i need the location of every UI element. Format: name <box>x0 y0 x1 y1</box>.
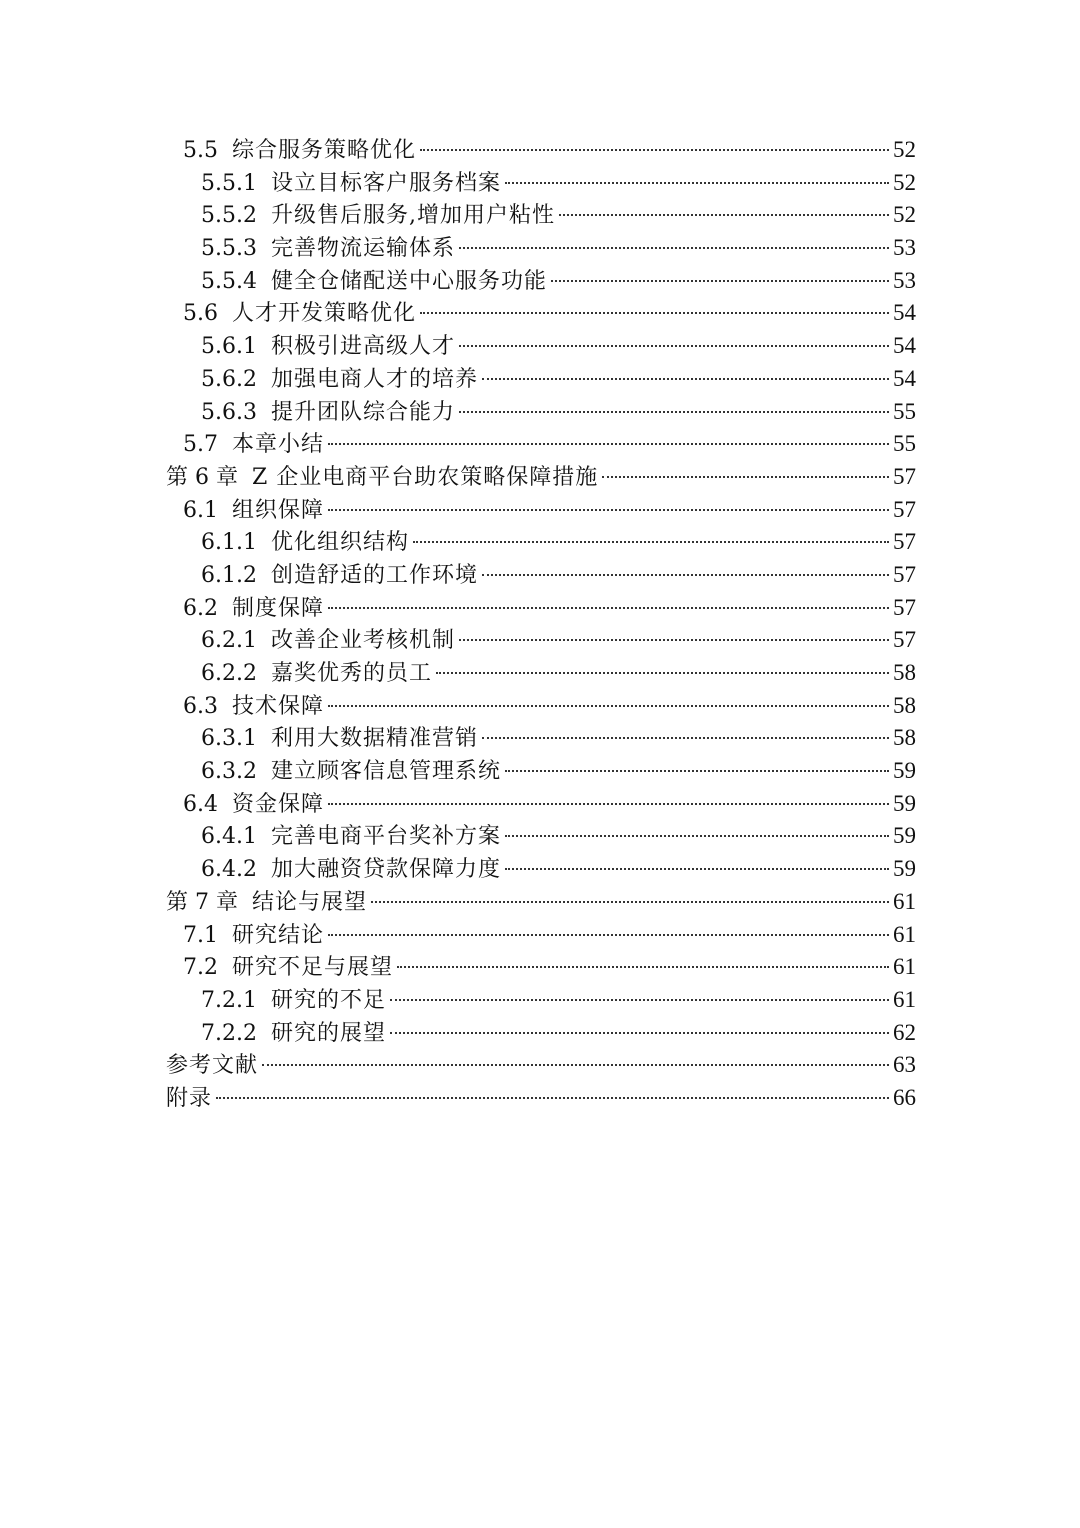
toc-entry-title: 制度保障 <box>232 595 325 621</box>
toc-entry-title: 技术保障 <box>232 693 325 719</box>
toc-entry-page-number: 54 <box>893 333 916 359</box>
toc-entry-number: 7.2.2 <box>201 1020 257 1046</box>
toc-entry-number: 7.2 <box>183 955 218 981</box>
toc-entry-page-number: 66 <box>893 1084 916 1110</box>
toc-entry[interactable] <box>166 853 916 886</box>
dot-leader <box>390 999 889 1001</box>
toc-entry-title: 建立顾客信息管理系统 <box>270 759 501 785</box>
toc-entry-title: 嘉奖优秀的员工 <box>270 661 432 686</box>
dot-leader <box>420 312 889 314</box>
toc-entry-title: 研究的不足 <box>270 987 386 1013</box>
toc-entry-title: 人才开发策略优化 <box>232 301 417 327</box>
toc-entry[interactable] <box>166 134 916 167</box>
toc-entry-page-number: 52 <box>893 169 916 195</box>
toc-entry-title: 积极引进高级人才 <box>270 334 455 360</box>
toc-entry-page-number: 59 <box>893 790 916 816</box>
toc-entry-page-number: 57 <box>893 463 916 489</box>
toc-entry-page-number: 55 <box>893 398 916 424</box>
toc-entry-title: 附录 <box>166 1085 213 1111</box>
toc-entry-title: 完善物流运输体系 <box>270 236 455 262</box>
toc-entry[interactable] <box>166 755 916 788</box>
toc-entry[interactable] <box>166 428 916 461</box>
dot-leader <box>262 1064 889 1066</box>
toc-entry-title: 升级售后服务,增加用户粘性 <box>270 203 555 229</box>
toc-entry-page-number: 52 <box>893 202 916 228</box>
dot-leader <box>328 443 889 445</box>
table-of-contents <box>166 134 916 1115</box>
dot-leader <box>559 214 889 216</box>
dot-leader <box>459 639 889 641</box>
toc-entry-page-number: 59 <box>893 758 916 784</box>
toc-entry-number: 6.1.2 <box>201 562 257 588</box>
toc-entry-number: 5.6.2 <box>201 366 257 392</box>
toc-entry[interactable] <box>166 330 916 363</box>
toc-entry-number: 6.3 <box>183 693 218 719</box>
dot-leader <box>505 182 889 184</box>
toc-entry-number: 5.5.2 <box>201 203 257 229</box>
toc-entry-title: 研究结论 <box>232 922 325 948</box>
toc-entry-page-number: 62 <box>893 1019 916 1045</box>
toc-entry-title: 改善企业考核机制 <box>270 628 455 654</box>
toc-entry[interactable] <box>166 624 916 657</box>
toc-entry[interactable] <box>166 951 916 984</box>
toc-entry-number: 6.1.1 <box>201 530 257 556</box>
toc-entry-title: 优化组织结构 <box>270 530 409 556</box>
toc-entry[interactable] <box>166 1017 916 1050</box>
toc-entry[interactable] <box>166 1049 916 1082</box>
dot-leader <box>459 411 889 413</box>
toc-entry-page-number: 57 <box>893 561 916 587</box>
toc-entry[interactable] <box>166 559 916 592</box>
toc-entry-title: 健全仓储配送中心服务功能 <box>270 268 547 294</box>
toc-entry-page-number: 61 <box>893 888 916 914</box>
toc-entry-page-number: 57 <box>893 529 916 555</box>
dot-leader <box>413 541 889 543</box>
toc-entry-page-number: 54 <box>893 365 916 391</box>
toc-entry-page-number: 57 <box>893 496 916 522</box>
dot-leader <box>505 868 889 870</box>
toc-entry[interactable] <box>166 265 916 298</box>
dot-leader <box>328 509 889 511</box>
dot-leader <box>436 672 889 674</box>
dot-leader <box>397 966 889 968</box>
toc-entry[interactable] <box>166 396 916 429</box>
toc-entry[interactable] <box>166 363 916 396</box>
toc-entry-number: 5.7 <box>183 432 218 458</box>
toc-entry-number: 5.5 <box>183 138 218 163</box>
toc-entry-page-number: 58 <box>893 660 916 685</box>
toc-entry-page-number: 57 <box>893 594 916 620</box>
toc-entry-number: 6.2 <box>183 595 218 621</box>
toc-entry-title: 提升团队综合能力 <box>270 399 455 425</box>
toc-entry-page-number: 59 <box>893 823 916 849</box>
toc-entry-page-number: 54 <box>893 300 916 326</box>
dot-leader <box>216 1097 889 1099</box>
toc-entry-page-number: 58 <box>893 725 916 751</box>
toc-entry[interactable] <box>166 690 916 723</box>
toc-entry-page-number: 53 <box>893 267 916 293</box>
toc-entry-title: 加大融资贷款保障力度 <box>270 857 501 883</box>
toc-entry-title: 加强电商人才的培养 <box>270 366 478 392</box>
toc-entry-page-number: 63 <box>893 1052 916 1078</box>
toc-entry-number: 5.6 <box>183 301 218 327</box>
toc-entry-title: 参考文献 <box>166 1053 259 1079</box>
toc-entry-number: 5.5.3 <box>201 236 257 262</box>
toc-entry[interactable] <box>166 199 916 232</box>
toc-entry-page-number: 61 <box>893 986 916 1012</box>
toc-entry-title: 研究不足与展望 <box>232 955 394 981</box>
toc-entry-page-number: 61 <box>893 954 916 980</box>
toc-entry[interactable] <box>166 232 916 265</box>
toc-entry-number: 7.1 <box>183 922 218 948</box>
dot-leader <box>371 901 889 903</box>
toc-entry[interactable] <box>166 167 916 200</box>
toc-entry-page-number: 59 <box>893 856 916 882</box>
toc-entry[interactable] <box>166 886 916 919</box>
dot-leader <box>420 149 889 151</box>
toc-entry[interactable] <box>166 526 916 559</box>
dot-leader <box>505 770 889 772</box>
dot-leader <box>328 607 889 609</box>
toc-entry-number: 5.6.1 <box>201 334 257 360</box>
toc-entry-number: 7.2.1 <box>201 987 257 1013</box>
dot-leader <box>482 574 889 576</box>
dot-leader <box>328 705 889 707</box>
toc-entry-number: 第 6 章 <box>166 464 238 490</box>
toc-entry-number: 5.6.3 <box>201 399 257 425</box>
toc-entry[interactable] <box>166 657 916 690</box>
toc-entry-number: 第 7 章 <box>166 889 238 915</box>
toc-entry-title: 综合服务策略优化 <box>232 138 417 163</box>
toc-entry[interactable] <box>166 984 916 1017</box>
toc-entry-title: 设立目标客户服务档案 <box>270 170 501 196</box>
toc-entry-number: 6.2.1 <box>201 628 257 654</box>
toc-entry-title: 创造舒适的工作环境 <box>270 562 478 588</box>
toc-entry[interactable] <box>166 461 916 494</box>
dot-leader <box>482 378 889 380</box>
toc-entry[interactable] <box>166 297 916 330</box>
toc-entry-number: 6.3.2 <box>201 759 257 785</box>
toc-entry-title: 组织保障 <box>232 497 325 523</box>
toc-entry[interactable] <box>166 820 916 853</box>
toc-entry-title: 资金保障 <box>232 791 325 817</box>
toc-entry-page-number: 52 <box>893 137 916 162</box>
dot-leader <box>328 934 889 936</box>
toc-entry-number: 5.5.1 <box>201 170 257 196</box>
toc-entry-title: 完善电商平台奖补方案 <box>270 824 501 850</box>
toc-entry-number: 6.4.2 <box>201 857 257 883</box>
toc-entry[interactable] <box>166 788 916 821</box>
dot-leader <box>482 737 889 739</box>
dot-leader <box>390 1032 889 1034</box>
toc-entry-number: 6.4 <box>183 791 218 817</box>
dot-leader <box>505 835 889 837</box>
toc-entry[interactable] <box>166 494 916 527</box>
toc-entry-page-number: 55 <box>893 431 916 457</box>
dot-leader <box>551 280 889 282</box>
toc-entry[interactable] <box>166 919 916 952</box>
toc-entry-number: 5.5.4 <box>201 268 257 294</box>
toc-entry-number: 6.4.1 <box>201 824 257 850</box>
toc-entry-number: 6.1 <box>183 497 218 523</box>
dot-leader <box>328 803 889 805</box>
dot-leader <box>459 345 889 347</box>
toc-entry-number: 6.2.2 <box>201 661 257 686</box>
toc-entry-page-number: 57 <box>893 627 916 653</box>
dot-leader <box>459 247 889 249</box>
toc-entry-title: 结论与展望 <box>251 889 367 915</box>
toc-entry[interactable] <box>166 722 916 755</box>
toc-entry-page-number: 58 <box>893 692 916 718</box>
toc-entry-title: 研究的展望 <box>270 1020 386 1046</box>
toc-entry[interactable] <box>166 592 916 625</box>
dot-leader <box>602 476 889 478</box>
toc-entry-title: 利用大数据精准营销 <box>270 726 478 752</box>
toc-entry-title: Z 企业电商平台助农策略保障措施 <box>251 464 599 490</box>
toc-entry[interactable] <box>166 1082 916 1115</box>
toc-entry-title: 本章小结 <box>232 432 325 458</box>
toc-entry-page-number: 61 <box>893 921 916 947</box>
toc-entry-page-number: 53 <box>893 235 916 261</box>
toc-entry-number: 6.3.1 <box>201 726 257 752</box>
